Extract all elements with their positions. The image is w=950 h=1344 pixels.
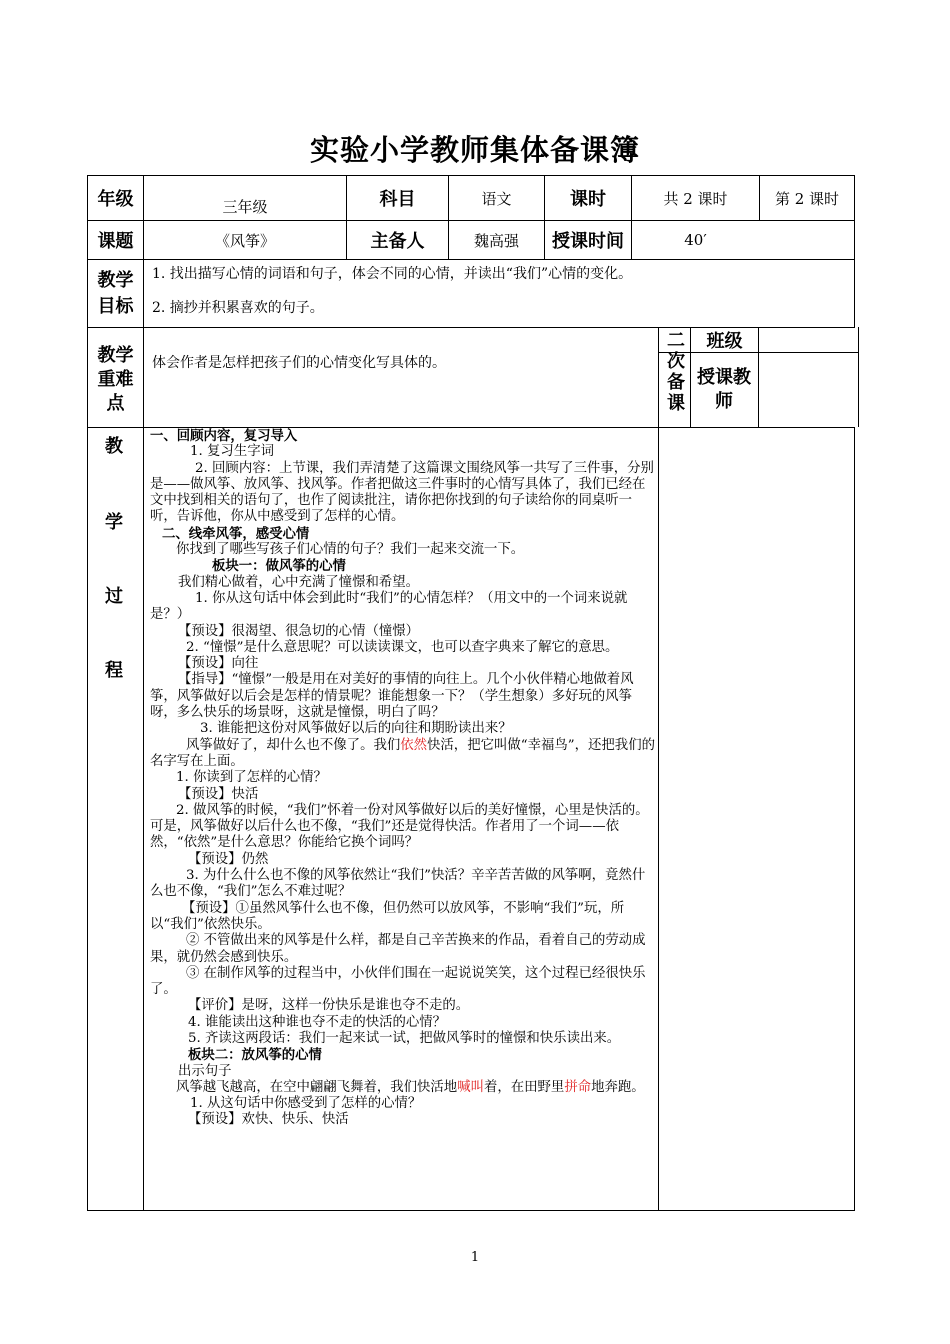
process-line: 【评价】是呀，这样一份快乐是谁也夺不走的。 [188, 998, 470, 1014]
process-content [150, 428, 655, 1129]
goal-item-2: 2. 摘抄并积累喜欢的句子。 [152, 300, 324, 316]
process-line: 【预设】向往 [178, 656, 259, 672]
time-value: 40′ [684, 231, 707, 249]
page-number: 1 [470, 1250, 480, 1265]
process-line: 一、回顾内容，复习导入 [150, 428, 298, 444]
process-line: 【预设】欢快、快乐、快活 [188, 1112, 349, 1128]
process-line: 【预设】快活 [178, 786, 259, 802]
difficulty-label: 教学 重难 点 [97, 345, 134, 414]
grade-label: 年级 [97, 189, 134, 210]
process-line: 你找到了哪些写孩子们心情的句子？我们一起来交流一下。 [176, 542, 525, 558]
teacher-label: 授课教 师 [697, 367, 751, 412]
process-line: 2. “憧憬”是什么意思呢？可以读读课文，也可以查字典来了解它的意思。 [186, 639, 619, 655]
process-line: 【指导】“憧憬”一般是用在对美好的事情的向往上。几个小伙伴精心地做着风筝，风筝做好以后会是怎样的情景呢？谁能想象一下？（学生想象）多好玩的风筝呀，多么快乐的场景呀，这就是憧憬，明白了吗？ [150, 672, 634, 721]
second-prep-label: 二 次 备 课 [667, 330, 685, 414]
hours-label: 课时 [570, 189, 606, 210]
topic-label: 课题 [97, 231, 134, 252]
process-line: 1. 从这句话中你感受到了怎样的心情？ [190, 1096, 422, 1112]
topic-value: 《风筝》 [214, 231, 275, 250]
process-label-2: 学 [105, 512, 123, 533]
process-line: 2. 做风筝的时候，“我们”怀着一份对风筝做好以后的美好憧憬，心里是快活的。可是，风筝做好以后什么也不像，“我们”还是觉得快活。作者用了一个词——依然，“依然”是什么意思？你能给它换个词吗？ [150, 802, 649, 851]
process-line: 3. 谁能把这份对风筝做好以后的向往和期盼读出来？ [200, 721, 512, 737]
process-line: 板块二：放风筝的心情 [188, 1047, 322, 1064]
hours-current: 第 2 课时 [774, 189, 840, 208]
process-line: 我们精心做着，心中充满了憧憬和希望。 [178, 574, 420, 590]
process-line: 【预设】很渴望、很急切的心情（憧憬） [178, 623, 420, 639]
page-title: 实验小学教师集体备课簿 [309, 133, 640, 167]
process-line: 3. 为什么什么也不像的风筝依然让“我们”快活？辛辛苦苦做的风筝啊，竟然什么也不像，“我们”怎么不难过呢？ [150, 868, 646, 900]
process-line: ② 不管做出来的风筝是什么样，都是自己辛苦换来的作品，看着自己的劳动成果，就仍然会感到快乐。 [150, 933, 646, 965]
process-line: 【预设】①虽然风筝什么也不像，但仍然可以放风筝，不影响“我们”玩，所以“我们”依然快乐。 [150, 900, 625, 932]
hours-total: 共 2 课时 [663, 189, 728, 208]
process-line: 1. 你从这句话中体会到此时“我们”的心情怎样？（用文中的一个词来说就是？） [150, 590, 628, 623]
process-line: 2. 回顾内容：上节课，我们弄清楚了这篇课文围绕风筝一共写了三件事，分别是——做风筝、放风筝、找风筝。作者把做这三件事时的心情写具体了，我们已经在文中找到相关的语句了，也作了阅读批注，请你把你找到的句子读给你的同桌听一听，告诉他，你从中感受到了怎样的心情。 [150, 460, 654, 525]
process-line: 出示句子 [178, 1063, 232, 1079]
process-label-1: 教 [105, 436, 123, 457]
subject-label: 科目 [379, 189, 416, 210]
time-label: 授课时间 [552, 231, 624, 252]
process-line: 【预设】仍然 [188, 851, 269, 867]
process-line: 5. 齐读这两段话：我们一起来试一试，把做风筝时的憧憬和快乐读出来。 [188, 1030, 621, 1046]
process-line: 二、线牵风筝，感受心情 [162, 525, 310, 542]
preparer-label: 主备人 [370, 231, 425, 252]
process-label-4: 程 [105, 660, 123, 681]
class-label: 班级 [706, 331, 743, 352]
goal-item-1: 1. 找出描写心情的词语和句子，体会不同的心情，并读出“我们”心情的变化。 [152, 266, 633, 282]
grade-value: 三年级 [222, 197, 268, 216]
process-line: ③ 在制作风筝的过程当中，小伙伴们围在一起说说笑笑，这个过程已经很快乐了。 [150, 965, 646, 998]
preparer-value: 魏高强 [473, 231, 519, 250]
subject-value: 语文 [481, 189, 512, 208]
process-line: 风筝越飞越高，在空中翩翩飞舞着，我们快活地喊叫着，在田野里拼命地奔跑。 [176, 1079, 645, 1095]
goals-label: 教学 目标 [97, 270, 134, 317]
process-line: 风筝做好了，却什么也不像了。我们依然快活，把它叫做“幸福鸟”，还把我们的名字写在上面。 [150, 737, 655, 769]
process-label-3: 过 [105, 586, 123, 607]
process-line: 板块一：做风筝的心情 [212, 558, 346, 575]
process-line: 1. 复习生字词 [190, 444, 274, 460]
difficulty-text: 体会作者是怎样把孩子们的心情变化写具体的。 [152, 355, 446, 371]
process-line: 1. 你读到了怎样的心情？ [176, 770, 327, 786]
process-line: 4. 谁能读出这种谁也夺不走的快活的心情？ [188, 1014, 447, 1030]
